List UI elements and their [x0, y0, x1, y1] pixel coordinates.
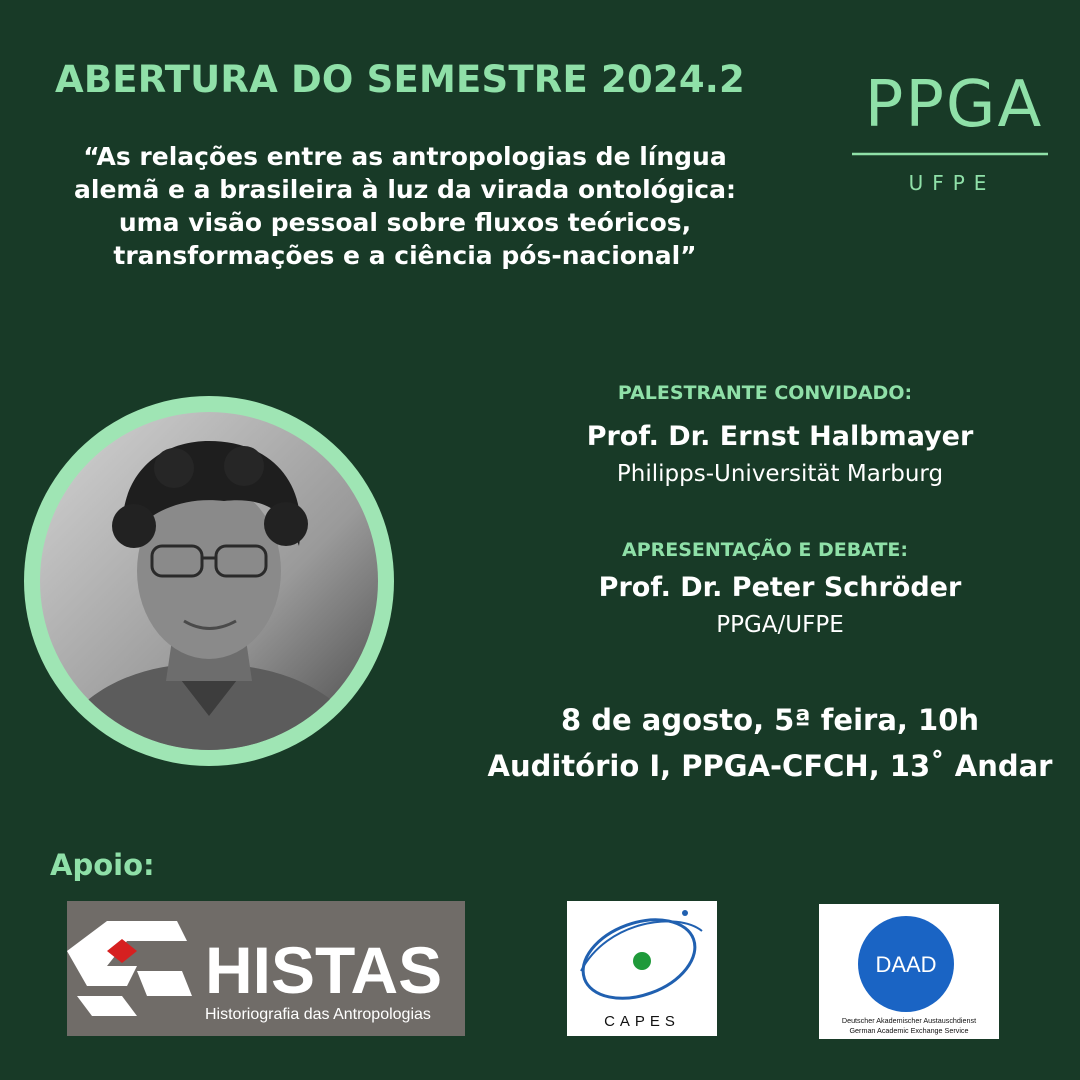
debater-affiliation: PPGA/UFPE: [716, 612, 844, 638]
event-location: Auditório I, PPGA-CFCH, 13˚ Andar: [487, 749, 1053, 783]
lecture-title-line: “As relações entre as antropologias de língua: [83, 142, 727, 171]
lecture-title-line: transformações e a ciência pós-nacional”: [113, 241, 697, 270]
lecture-title-line: uma visão pessoal sobre fluxos teóricos,: [118, 208, 692, 237]
speaker-role-label: PALESTRANTE CONVIDADO:: [617, 382, 913, 404]
capes-dot-icon: [633, 952, 651, 970]
daad-logo-name: DAAD: [875, 952, 937, 977]
capes-logo-name: CAPES: [604, 1013, 680, 1030]
debater-name: Prof. Dr. Peter Schröder: [598, 572, 962, 603]
support-label: Apoio:: [50, 848, 155, 882]
lecture-title: [10, 140, 800, 272]
speaker-affiliation: Philipps-Universität Marburg: [616, 461, 944, 487]
daad-logo-line2: German Academic Exchange Service: [849, 1026, 969, 1035]
capes-logo: [567, 901, 717, 1036]
ppga-logo-name: PPGA: [864, 68, 1044, 142]
histas-logo-name: HISTAS: [205, 933, 443, 1007]
speaker-name: Prof. Dr. Ernst Halbmayer: [586, 421, 974, 452]
event-date: 8 de agosto, 5ª feira, 10h: [560, 703, 980, 737]
lecture-title-line: alemã e a brasileira à luz da virada ontológica:: [74, 175, 736, 204]
daad-logo-line1: Deutscher Akademischer Austauschdienst: [841, 1016, 977, 1025]
ppga-logo-subtitle: UFPE: [908, 171, 996, 195]
histas-logo: [67, 901, 465, 1036]
ppga-logo: [850, 48, 1050, 198]
histas-logo-subtitle: Historiografia das Antropologias: [205, 1006, 431, 1023]
daad-logo: [819, 904, 999, 1039]
debater-role-label: APRESENTAÇÃO E DEBATE:: [621, 539, 908, 561]
event-title: ABERTURA DO SEMESTRE 2024.2: [54, 58, 745, 101]
speaker-portrait: [24, 396, 394, 766]
